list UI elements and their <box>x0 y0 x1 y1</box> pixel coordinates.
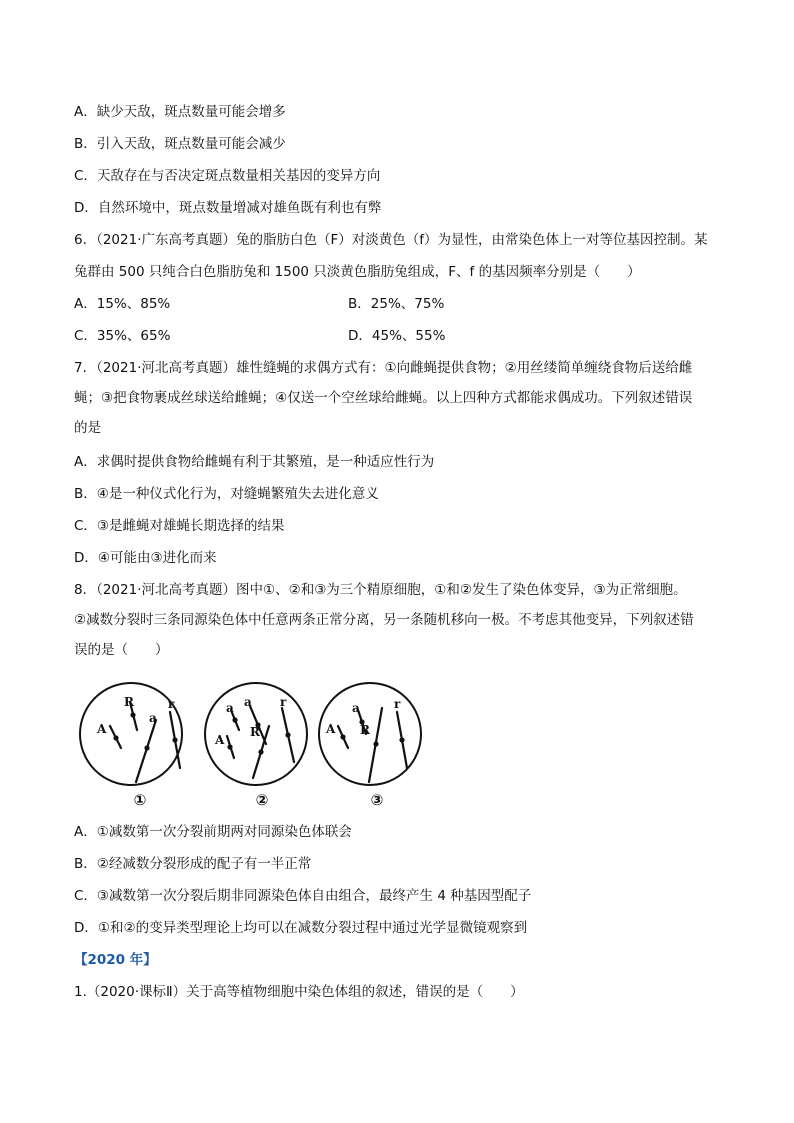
q7-option-d: D．④可能由③进化而来 <box>74 550 217 566</box>
q5-option-d: D．自然环境中，斑点数量增减对雄鱼既有利也有弊 <box>74 200 382 216</box>
q7-option-b: B．④是一种仪式化行为，对缝蝇繁殖失去进化意义 <box>74 486 379 502</box>
section-heading-2020: 【2020 年】 <box>74 952 157 968</box>
cell-1-number: ① <box>133 791 147 809</box>
cell-2-number: ② <box>255 791 269 809</box>
q5-option-a: A．缺少天敌，斑点数量可能会增多 <box>74 104 286 120</box>
cell-1-label-A: A <box>97 722 107 736</box>
cell-2-label-a: a <box>244 695 252 709</box>
cell-2-label-a-upper: a <box>226 701 234 715</box>
q6-stem-line2: 兔群由 500 只纯合白色脂肪兔和 1500 只淡黄色脂肪兔组成，F、f 的基因频率分别是（ ） <box>74 264 641 280</box>
q8-option-b: B．②经减数分裂形成的配子有一半正常 <box>74 856 312 872</box>
q8-stem-line3: 误的是（ ） <box>74 642 169 658</box>
q8-stem-line1: 8．（2021·河北高考真题）图中①、②和③为三个精原细胞，①和②发生了染色体变异，③为正常细胞。 <box>74 582 687 598</box>
q6-stem-line1: 6．（2021·广东高考真题）兔的脂肪白色（F）对淡黄色（f）为显性，由常染色体上一对等位基因控制。某 <box>74 232 708 248</box>
q7-stem-line3: 的是 <box>74 420 101 436</box>
q8-option-a: A．①减数第一次分裂前期两对同源染色体联会 <box>74 824 352 840</box>
q6-option-c: C．35%、65% <box>74 328 171 344</box>
q7-option-a: A．求偶时提供食物给雌蝇有利于其繁殖，是一种适应性行为 <box>74 454 435 470</box>
q7-stem-line2: 蝇；③把食物裹成丝球送给雌蝇；④仅送一个空丝球给雌蝇。以上四种方式都能求偶成功。下列叙述错误 <box>74 390 693 406</box>
q5-option-b: B．引入天敌，斑点数量可能会减少 <box>74 136 286 152</box>
q2020-1-stem: 1.（2020·课标Ⅱ）关于高等植物细胞中染色体组的叙述，错误的是（ ） <box>74 984 524 1000</box>
cell-1-label-R: R <box>124 695 134 709</box>
q5-option-c: C．天敌存在与否决定斑点数量相关基因的变异方向 <box>74 168 381 184</box>
cell-2-label-R: R <box>250 725 260 739</box>
q8-option-d: D．①和②的变异类型理论上均可以在减数分裂过程中通过光学显微镜观察到 <box>74 920 528 936</box>
cell-1-chromosome-a <box>136 720 156 782</box>
cell-3-number: ③ <box>370 791 384 809</box>
q6-option-a: A．15%、85% <box>74 296 171 312</box>
cell-3-label-R: R <box>360 723 370 737</box>
cell-3-label-a: a <box>352 701 360 715</box>
cell-1-label-a: a <box>149 711 157 725</box>
cell-3-label-A: A <box>326 722 336 736</box>
q7-stem-line1: 7．（2021·河北高考真题）雄性缝蝇的求偶方式有：①向雌蝇提供食物；②用丝缕简单缠绕食物后送给雌 <box>74 360 693 376</box>
cell-2-label-r: r <box>280 695 287 709</box>
cell-2-label-A: A <box>215 733 225 747</box>
q7-option-c: C．③是雌蝇对雄蝇长期选择的结果 <box>74 518 285 534</box>
q8-option-c: C．③减数第一次分裂后期非同源染色体自由组合，最终产生 4 种基因型配子 <box>74 888 532 904</box>
cell-3-label-r: r <box>394 697 401 711</box>
cell-1-label-r: r <box>168 697 175 711</box>
q8-stem-line2: ②减数分裂时三条同源染色体中任意两条正常分离，另一条随机移向一极。不考虑其他变异，下列叙述错 <box>74 612 694 628</box>
q6-option-b: B．25%、75% <box>348 296 445 312</box>
q6-option-d: D．45%、55% <box>348 328 446 344</box>
spermatogonia-figure <box>76 678 446 810</box>
